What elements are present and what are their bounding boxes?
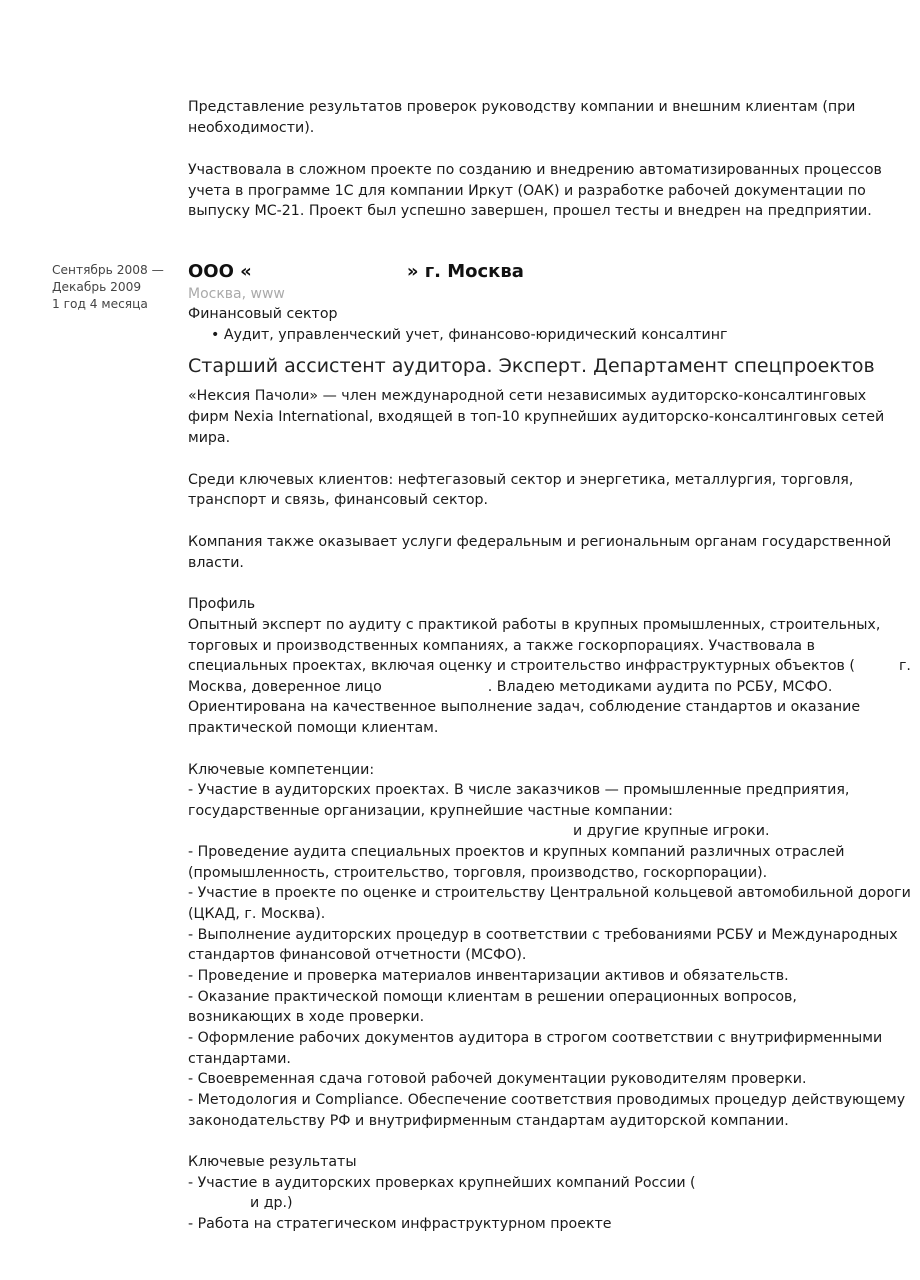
previous-job-text-line: учета в программе 1С для компании Иркут (ОАК) и разработке рабочей документации по [188,183,866,199]
competency-line: - Проведение аудита специальных проектов и крупных компаний различных отраслей [188,844,845,860]
competency-line: - Методология и Compliance. Обеспечение соответствия проводимых процедур действующему [188,1092,906,1108]
description-line: власти. [188,555,244,571]
description-line: транспорт и связь, финансовый сектор. [188,492,489,508]
profile-line [188,677,832,698]
competency-line: и другие крупные игроки. [573,823,770,839]
company-name [188,259,524,285]
previous-job-text-line: выпуску МС-21. Проект был успешно завершен, прошел тесты и внедрен на предприятии. [188,203,872,219]
profile-line-part: Москва, доверенное лицо [188,679,382,695]
description-line: Среди ключевых клиентов: нефтегазовый сектор и энергетика, металлургия, торговля, [188,472,854,488]
competency-line: - Выполнение аудиторских процедур в соответствии с требованиями РСБУ и Международных [188,927,898,943]
competency-line: - Проведение и проверка материалов инвентаризации активов и обязательств. [188,968,789,984]
competency-line: (промышленность, строительство, торговля, производство, госкорпорации). [188,865,768,881]
profile-line: Опытный эксперт по аудиту с практикой работы в крупных промышленных, строительных, [188,617,881,633]
results-heading: Ключевые результаты [188,1154,357,1170]
description-line: мира. [188,430,231,446]
result-line: и др.) [250,1195,293,1211]
profile-line-part: специальных проектах, включая оценку и строительство инфраструктурных объектов ( [188,658,855,674]
competency-line: стандартов финансовой отчетности (МСФО). [188,947,527,963]
job-period-end: Декабрь 2009 [52,280,142,294]
result-line: - Участие в аудиторских проверках крупнейших компаний России ( [188,1175,696,1191]
job-period-start: Сентябрь 2008 — [52,263,164,277]
profile-line: Ориентирована на качественное выполнение задач, соблюдение стандартов и оказание [188,699,861,715]
profile-line-part: г. [898,658,911,674]
competency-line: - Оформление рабочих документов аудитора в строгом соответствии с внутрифирменными [188,1030,883,1046]
company-location: Москва, www [188,286,285,302]
competency-line: государственные организации, крупнейшие частные компании: [188,803,673,819]
profile-line-part: . Владею методиками аудита по РСБУ, МСФО. [487,679,833,695]
company-industry: Финансовый сектор [188,306,338,322]
competency-line: законодательству РФ и внутрифирменным стандартам аудиторской компании. [188,1113,789,1129]
competency-line: стандартами. [188,1051,291,1067]
competency-line: - Участие в аудиторских проектах. В числе заказчиков — промышленные предприятия, [188,782,850,798]
competency-line: - Участие в проекте по оценке и строительству Центральной кольцевой автомобильной дороги [188,885,911,901]
description-line: «Нексия Пачоли» — член международной сети независимых аудиторско-консалтинговых [188,388,867,404]
previous-job-text-line: Представление результатов проверок руководству компании и внешним клиентам (при [188,99,856,115]
competencies-heading: Ключевые компетенции: [188,762,375,778]
profile-heading: Профиль [188,596,256,612]
competency-line: - Оказание практической помощи клиентам в решении операционных вопросов, [188,989,797,1005]
previous-job-text-line: Участвовала в сложном проекте по созданию и внедрению автоматизированных процессов [188,162,882,178]
company-name-prefix: ООО « [188,261,252,282]
company-industry-item: • Аудит, управленческий учет, финансово-юридический консалтинг [211,327,728,343]
company-name-suffix: » г. Москва [406,261,524,282]
position-title: Старший ассистент аудитора. Эксперт. Департамент спецпроектов [188,355,875,377]
result-line: - Работа на стратегическом инфраструктурном проекте [188,1216,612,1232]
description-line: фирм Nexia International, входящей в топ-10 крупнейших аудиторско-консалтинговых сетей [188,409,885,425]
profile-line [188,656,911,677]
previous-job-text-line: необходимости). [188,120,315,136]
competency-line: (ЦКАД, г. Москва). [188,906,326,922]
profile-line: практической помощи клиентам. [188,720,439,736]
competency-line: возникающих в ходе проверки. [188,1009,425,1025]
job-duration: 1 год 4 месяца [52,297,148,311]
profile-line: торговых и производственных компаниях, а также госкорпорациях. Участвовала в [188,638,815,654]
description-line: Компания также оказывает услуги федеральным и региональным органам государственной [188,534,892,550]
competency-line: - Своевременная сдача готовой рабочей документации руководителям проверки. [188,1071,807,1087]
